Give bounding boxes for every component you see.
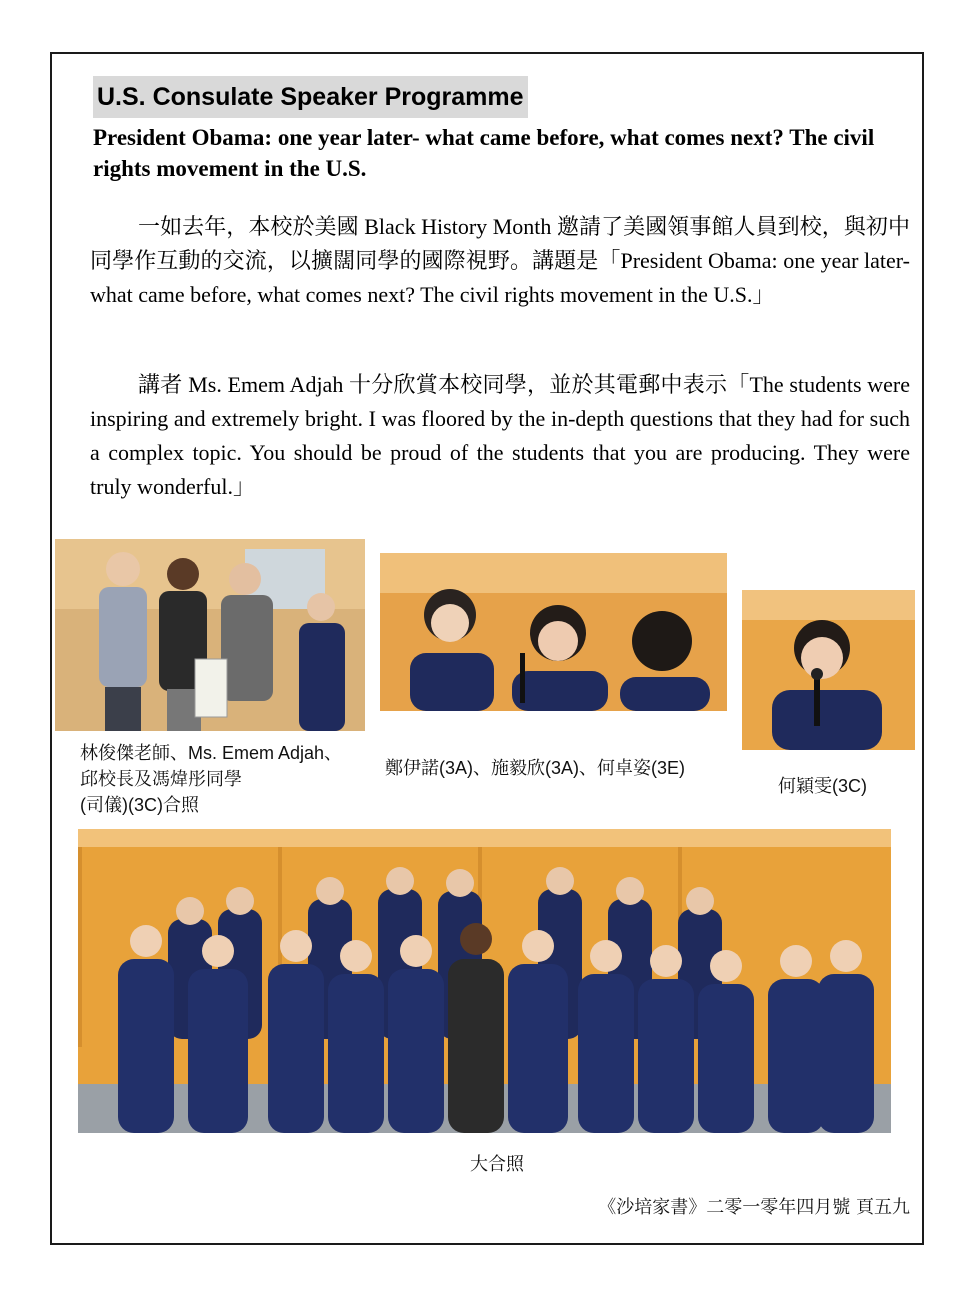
caption-speaker-group [80,740,380,818]
body-paragraph-1: 一如去年，本校於美國 Black History Month 邀請了美國領事館人員到校，與初中同學作互動的交流，以擴闊同學的國際視野。講題是「President Obama: one year later- what came before, what comes next? The civil rights movement in the U.S.」 [90,214,910,307]
photo-three-students [380,553,727,711]
caption-line: 邱校長及馮煒彤同學 [80,769,242,789]
photo-group-photo [78,829,891,1133]
caption-line: (司儀)(3C)合照 [80,795,199,815]
page-title: U.S. Consulate Speaker Programme [93,76,528,118]
caption-single-student: 何穎雯(3C) [778,776,867,796]
photo-speaker-group [55,539,365,731]
body-paragraph-2: 講者 Ms. Emem Adjah 十分欣賞本校同學，並於其電郵中表示「The students were inspiring and extremely bright. I was floored by the in-depth questions that they had for such a complex topic. You should be proud of the students that you are producing. They were truly wonderful.」 [90,372,910,499]
caption-group-photo: 大合照 [470,1154,524,1174]
page-footer: 《沙培家書》二零一零年四月號 頁五九 [598,1197,910,1218]
caption-three-students: 鄭伊諾(3A)、施毅欣(3A)、何卓姿(3E) [385,758,686,778]
caption-line: 林俊傑老師、Ms. Emem Adjah、 [80,743,343,763]
photo-single-student [742,590,915,750]
page-subtitle: President Obama: one year later- what came before, what comes next? The civil rights movement in the U.S. [93,125,875,181]
